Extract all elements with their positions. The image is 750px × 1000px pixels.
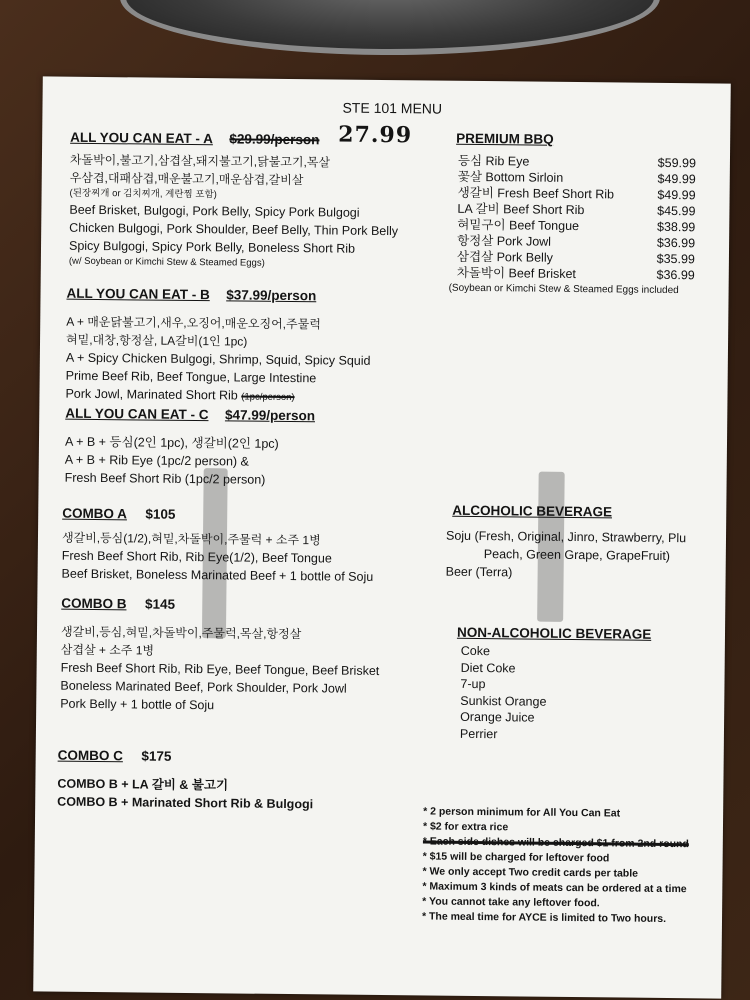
ayce-c-line: A + B + Rib Eye (1pc/2 person) & [64,452,249,469]
ayce-b-korean-line: 혀밑,대창,항정살, LA갈비(1인 1pc) [65,332,248,349]
non-alcoholic-item: Sunkist Orange [460,693,547,709]
policy-note: * 2 person minimum for All You Can Eat [423,805,621,820]
premium-bbq-footnote: (Soybean or Kimchi Stew & Steamed Eggs included [448,282,679,297]
non-alcoholic-item: 7-up [460,676,486,692]
premium-bbq-item [457,265,695,283]
premium-bbq-item-name: 꽃살 Bottom Sirloin [457,169,564,185]
ayce-b-english-text: Pork Jowl, Marinated Short Rib [65,386,238,403]
alcoholic-line: Peach, Green Grape, GrapeFruit) [483,547,671,564]
ayce-b-price: $37.99/person [226,287,317,304]
ayce-a-korean-note: (된장찌개 or 김치찌개, 계란찜 포함) [69,187,217,201]
combo-a-english-line: Fresh Beef Short Rib, Rib Eye(1/2), Beef Tongue [61,548,332,566]
combo-b-english-line: Fresh Beef Short Rib, Rib Eye, Beef Tongue, Beef Brisket [60,660,380,678]
non-alcoholic-item: Diet Coke [460,660,516,675]
ayce-a-heading: ALL YOU CAN EAT - A [70,129,214,147]
combo-b-body [60,623,380,716]
premium-bbq-item-price: $59.99 [657,155,697,171]
premium-bbq-list [457,153,696,283]
ayce-b-english-line: Prime Beef Rib, Beef Tongue, Large Intestine [65,368,317,386]
premium-bbq-item-name: 항정살 Pork Jowl [457,233,552,249]
alcoholic-line: Beer (Terra) [445,564,513,580]
combo-a-header [62,505,175,524]
combo-b-english-line: Boneless Marinated Beef, Pork Shoulder, Pork Jowl [60,678,347,696]
policy-note: * We only accept Two credit cards per table [422,865,639,880]
policy-note: * You cannot take any leftover food. [422,895,600,910]
ayce-b-heading: ALL YOU CAN EAT - B [66,285,210,303]
premium-bbq-item-name: 혀밑구이 Beef Tongue [457,217,580,234]
premium-bbq-item-name: 생갈비 Fresh Beef Short Rib [457,185,615,202]
premium-bbq-item-price: $49.99 [657,187,696,203]
premium-bbq-item-price: $45.99 [657,203,696,219]
premium-bbq-item-name: 차돌박이 Beef Brisket [456,265,577,282]
policy-note-struck: * Each side dishes will be charged $1 from 2nd round [422,835,689,851]
ayce-c-body [65,433,279,489]
combo-c-header [58,747,172,766]
non-alcoholic-item: Orange Juice [460,709,535,725]
combo-b-heading: COMBO B [61,595,127,612]
ayce-a-korean-line: 차돌박이,불고기,삼겹살,돼지불고기,닭불고기,목살 [69,152,331,170]
policy-note: * The meal time for AYCE is limited to Two hours. [421,910,667,925]
premium-bbq-item-price: $35.99 [656,251,696,267]
premium-bbq-item-price: $36.99 [656,235,696,251]
combo-c-line: COMBO B + LA 갈비 & 불고기 [57,776,229,793]
ayce-a-english-line: Spicy Bulgogi, Spicy Pork Belly, Boneless Short Rib [68,238,356,256]
combo-b-price: $145 [144,596,176,612]
ayce-b-body [65,313,371,408]
premium-bbq-item-name: 삼겹살 Pork Belly [456,249,553,265]
premium-bbq-item-name: 등심 Rib Eye [457,153,530,169]
alcoholic-body [446,527,715,584]
ayce-c-heading: ALL YOU CAN EAT - C [65,405,209,423]
page-title: STE 101 MENU [342,99,443,117]
combo-a-english-line: Beef Brisket, Boneless Marinated Beef + 1 bottle of Soju [61,566,374,584]
ayce-c-line: A + B + 등심(2인 1pc), 생갈비(2인 1pc) [64,434,279,451]
ayce-c-price: $47.99/person [224,407,316,424]
policy-notes [422,804,715,927]
ayce-c-header [65,405,315,426]
menu-sheet [33,76,731,998]
ayce-c-line: Fresh Beef Short Rib (1pc/2 person) [64,470,266,487]
non-alcoholic-list [460,643,547,743]
combo-b-korean-line: 생갈비,등심,혀밑,차돌박이,주물럭,목살,항정살 [60,624,302,642]
grill-plate [120,0,660,55]
non-alcoholic-heading: NON-ALCOHOLIC BEVERAGE [456,624,652,642]
ayce-b-header [66,285,316,306]
policy-note: * $15 will be charged for leftover food [422,850,610,865]
premium-bbq-heading: PREMIUM BBQ [456,130,554,147]
policy-note: * $2 for extra rice [422,820,509,834]
premium-bbq-item-price: $49.99 [657,171,696,187]
ayce-a-note: (w/ Soybean or Kimchi Stew & Steamed Eggs) [68,255,265,269]
combo-c-price: $175 [141,748,172,764]
combo-a-price: $105 [145,506,176,522]
ayce-a-header [70,129,319,150]
premium-bbq-item-name: LA 갈비 Beef Short Rib [457,201,585,218]
alcoholic-heading: ALCOHOLIC BEVERAGE [452,502,613,520]
combo-c-body [57,775,313,814]
ayce-a-english-line: Chicken Bulgogi, Pork Shoulder, Beef Belly, Thin Pork Belly [69,220,399,239]
combo-a-body [62,529,374,586]
non-alcoholic-item: Perrier [459,726,498,741]
ayce-a-handwritten-price: 27.99 [338,121,413,149]
alcoholic-line: Soju (Fresh, Original, Jinro, Strawberry, Plu [445,528,687,546]
ayce-b-korean-line: A + 매운닭불고기,새우,오징어,매운오징어,주물럭 [66,314,321,332]
combo-c-line: COMBO B + Marinated Short Rib & Bulgogi [57,794,314,812]
policy-note: * Maximum 3 kinds of meats can be ordered at a time [422,880,687,896]
combo-a-korean-line: 생갈비,등심(1/2),혀밑,차돌박이,주물럭 + 소주 1병 [61,530,321,548]
combo-b-korean-line: 삼겹살 + 소주 1병 [60,642,155,658]
ayce-b-struck-note: (1pc/person) [241,391,295,404]
premium-bbq-item-price: $38.99 [656,219,696,235]
combo-c-heading: COMBO C [57,747,124,764]
ayce-b-english-line: A + Spicy Chicken Bulgogi, Shrimp, Squid, Spicy Squid [65,350,371,368]
combo-a-heading: COMBO A [62,505,128,522]
ayce-a-old-price: $29.99/person [229,131,320,148]
ayce-a-english-line: Beef Brisket, Bulgogi, Pork Belly, Spicy Pork Bulgogi [69,202,360,220]
premium-bbq-item-price: $36.99 [656,267,695,283]
ayce-a-korean-line: 우삼겹,대패삼겹,매운불고기,매운삼겹,갈비살 [69,170,304,188]
non-alcoholic-item: Coke [460,643,491,659]
combo-b-english-line: Pork Belly + 1 bottle of Soju [60,696,215,713]
ayce-a-body [69,151,399,272]
combo-b-header [61,595,175,614]
